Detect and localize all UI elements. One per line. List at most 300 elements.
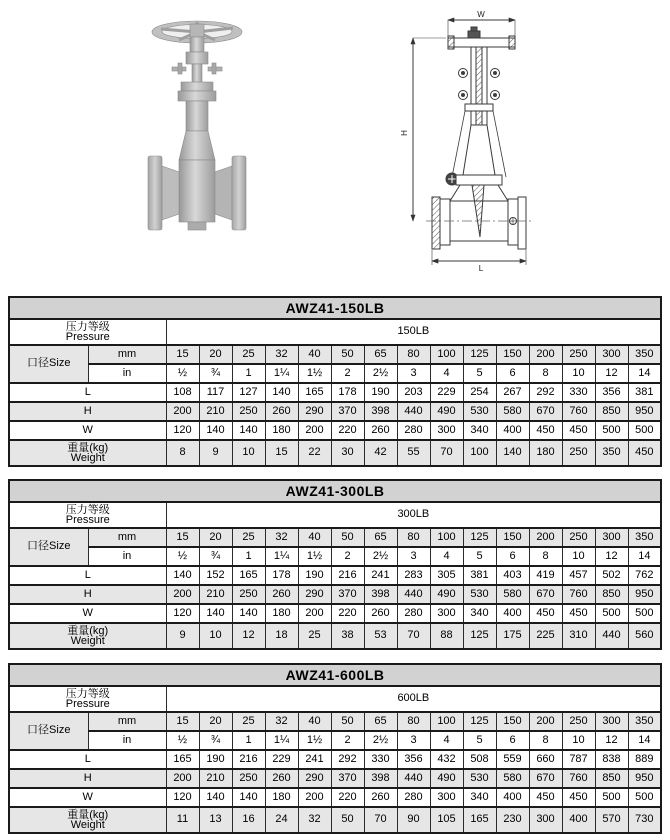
dim-label-l: L bbox=[478, 264, 484, 273]
row-label-L: L bbox=[9, 750, 166, 769]
spec-cell: 12 bbox=[595, 731, 628, 750]
spec-cell: 2½ bbox=[364, 364, 397, 383]
spec-cell: 381 bbox=[628, 383, 661, 402]
spec-cell: 300 bbox=[595, 528, 628, 547]
spec-cell: 30 bbox=[331, 440, 364, 466]
spec-cell: 1¼ bbox=[265, 364, 298, 383]
spec-cell: 440 bbox=[397, 585, 430, 604]
spec-cell: 125 bbox=[463, 623, 496, 649]
spec-cell: 310 bbox=[562, 623, 595, 649]
spec-cell: 370 bbox=[331, 769, 364, 788]
spec-cell: 178 bbox=[265, 566, 298, 585]
spec-cell: 100 bbox=[430, 345, 463, 364]
spec-cell: 370 bbox=[331, 402, 364, 421]
spec-cell: 140 bbox=[199, 604, 232, 623]
spec-cell: ¾ bbox=[199, 547, 232, 566]
pressure-label bbox=[9, 319, 166, 345]
spec-cell: 760 bbox=[562, 402, 595, 421]
spec-cell: 290 bbox=[298, 585, 331, 604]
spec-cell: 220 bbox=[331, 421, 364, 440]
spec-cell: 152 bbox=[199, 566, 232, 585]
in-unit-label: in bbox=[88, 731, 166, 750]
spec-cell: 216 bbox=[331, 566, 364, 585]
flange-left bbox=[148, 156, 179, 230]
spec-cell: 80 bbox=[397, 345, 430, 364]
spec-cell: 32 bbox=[298, 807, 331, 833]
spec-cell: 356 bbox=[397, 750, 430, 769]
row-label-L: L bbox=[9, 383, 166, 402]
spec-cell: 150 bbox=[496, 528, 529, 547]
spec-cell: 580 bbox=[496, 402, 529, 421]
spec-cell: 762 bbox=[628, 566, 661, 585]
spec-cell: 300 bbox=[430, 788, 463, 807]
spec-cell: 55 bbox=[397, 440, 430, 466]
spec-cell: 400 bbox=[496, 421, 529, 440]
spec-cell: 1½ bbox=[298, 547, 331, 566]
spec-cell: 8 bbox=[529, 364, 562, 383]
row-label-W: W bbox=[9, 421, 166, 440]
spec-cell: 53 bbox=[364, 623, 397, 649]
spec-cell: 65 bbox=[364, 712, 397, 731]
spec-section-300lb bbox=[8, 479, 662, 650]
spec-cell: 200 bbox=[166, 585, 199, 604]
spec-cell: 559 bbox=[496, 750, 529, 769]
spec-cell: 340 bbox=[463, 604, 496, 623]
bonnet-section bbox=[456, 125, 502, 185]
spec-cell: 165 bbox=[298, 383, 331, 402]
spec-cell: 500 bbox=[628, 604, 661, 623]
spec-cell: 25 bbox=[232, 712, 265, 731]
spec-cell: 260 bbox=[265, 402, 298, 421]
in-unit-label: in bbox=[88, 547, 166, 566]
spec-cell: 175 bbox=[496, 623, 529, 649]
spec-cell: 165 bbox=[463, 807, 496, 833]
spec-cell: 3 bbox=[397, 731, 430, 750]
spec-cell: 20 bbox=[199, 712, 232, 731]
spec-cell: 4 bbox=[430, 547, 463, 566]
weight-label-cn: 重量(kg) bbox=[67, 441, 109, 454]
spec-cell: 2½ bbox=[364, 731, 397, 750]
weight-label-en: Weight bbox=[70, 819, 105, 831]
row-label-L: L bbox=[9, 566, 166, 585]
spec-cell: 1¼ bbox=[265, 547, 298, 566]
spec-cell: 250 bbox=[232, 402, 265, 421]
spec-cell: 500 bbox=[595, 788, 628, 807]
spec-cell: 250 bbox=[562, 712, 595, 731]
spec-cell: 120 bbox=[166, 788, 199, 807]
spec-cell: 16 bbox=[232, 807, 265, 833]
spec-cell: 120 bbox=[166, 421, 199, 440]
spec-cell: 108 bbox=[166, 383, 199, 402]
spec-cell: 330 bbox=[364, 750, 397, 769]
spec-cell: 10 bbox=[562, 364, 595, 383]
spec-cell: 260 bbox=[265, 769, 298, 788]
spec-section-150lb bbox=[8, 296, 662, 467]
spec-cell: 229 bbox=[265, 750, 298, 769]
spec-cell: 229 bbox=[430, 383, 463, 402]
spec-cell: 850 bbox=[595, 585, 628, 604]
weight-label-en: Weight bbox=[70, 452, 105, 464]
spec-cell: 400 bbox=[496, 604, 529, 623]
spec-cell: 283 bbox=[397, 566, 430, 585]
body-section bbox=[426, 185, 532, 249]
gate-valve-section-drawing bbox=[392, 7, 570, 273]
spec-cell: 200 bbox=[166, 402, 199, 421]
size-label: 口径Size bbox=[9, 528, 88, 566]
spec-cell: 300 bbox=[529, 807, 562, 833]
spec-cell: 260 bbox=[265, 585, 298, 604]
spec-cell: 15 bbox=[166, 528, 199, 547]
spec-cell: 3 bbox=[397, 364, 430, 383]
flange-right bbox=[215, 156, 246, 230]
valve-stem bbox=[172, 37, 222, 86]
spec-cell: 1 bbox=[232, 364, 265, 383]
spec-cell: 140 bbox=[232, 421, 265, 440]
pressure-label-cn: 压力等级 bbox=[65, 687, 110, 700]
spec-cell: 180 bbox=[265, 788, 298, 807]
spec-cell: 350 bbox=[628, 528, 661, 547]
spec-cell: 220 bbox=[331, 604, 364, 623]
spec-cell: 200 bbox=[529, 345, 562, 364]
spec-cell: 560 bbox=[628, 623, 661, 649]
spec-cell: 398 bbox=[364, 769, 397, 788]
valve-body bbox=[179, 160, 215, 230]
spec-cell: 150 bbox=[496, 345, 529, 364]
spec-cell: 200 bbox=[298, 604, 331, 623]
spec-cell: 241 bbox=[298, 750, 331, 769]
spec-cell: 70 bbox=[430, 440, 463, 466]
pressure-label-cn: 压力等级 bbox=[65, 503, 110, 516]
spec-table-150lb bbox=[8, 296, 662, 467]
spec-cell: 225 bbox=[529, 623, 562, 649]
spec-cell: 381 bbox=[463, 566, 496, 585]
spec-cell: 670 bbox=[529, 402, 562, 421]
spec-cell: 25 bbox=[298, 623, 331, 649]
weight-label bbox=[9, 440, 166, 466]
spec-cell: 250 bbox=[562, 345, 595, 364]
spec-cell: 350 bbox=[628, 712, 661, 731]
spec-cell: 398 bbox=[364, 402, 397, 421]
spec-cell: 4 bbox=[430, 364, 463, 383]
pressure-label bbox=[9, 502, 166, 528]
spec-cell: ½ bbox=[166, 731, 199, 750]
row-label-H: H bbox=[9, 585, 166, 604]
weight-label bbox=[9, 807, 166, 833]
spec-cell: 165 bbox=[232, 566, 265, 585]
spec-cell: 140 bbox=[232, 788, 265, 807]
spec-cell: 260 bbox=[364, 604, 397, 623]
spec-cell: 220 bbox=[331, 788, 364, 807]
spec-cell: ½ bbox=[166, 547, 199, 566]
spec-cell: 450 bbox=[529, 788, 562, 807]
spec-cell: 490 bbox=[430, 769, 463, 788]
row-label-H: H bbox=[9, 769, 166, 788]
spec-cell: 356 bbox=[595, 383, 628, 402]
spec-cell: 530 bbox=[463, 402, 496, 421]
spec-cell: 10 bbox=[562, 547, 595, 566]
spec-cell: 350 bbox=[595, 440, 628, 466]
pressure-value: 150LB bbox=[166, 319, 661, 345]
spec-cell: 1½ bbox=[298, 364, 331, 383]
spec-cell: 203 bbox=[397, 383, 430, 402]
spec-cell: 9 bbox=[199, 440, 232, 466]
in-unit-label: in bbox=[88, 364, 166, 383]
spec-cell: 838 bbox=[595, 750, 628, 769]
dim-label-w: W bbox=[477, 10, 485, 19]
spec-cell: 450 bbox=[562, 421, 595, 440]
spec-cell: 180 bbox=[265, 604, 298, 623]
spec-cell: 8 bbox=[166, 440, 199, 466]
weight-label bbox=[9, 623, 166, 649]
spec-cell: 2½ bbox=[364, 547, 397, 566]
spec-cell: 580 bbox=[496, 585, 529, 604]
spec-cell: 140 bbox=[496, 440, 529, 466]
spec-cell: 18 bbox=[265, 623, 298, 649]
spec-cell: 400 bbox=[562, 807, 595, 833]
spec-cell: 14 bbox=[628, 731, 661, 750]
spec-cell: 50 bbox=[331, 528, 364, 547]
weight-label-cn: 重量(kg) bbox=[67, 624, 109, 637]
spec-cell: 490 bbox=[430, 585, 463, 604]
weight-label-cn: 重量(kg) bbox=[67, 808, 109, 821]
spec-cell: 42 bbox=[364, 440, 397, 466]
spec-cell: 9 bbox=[166, 623, 199, 649]
spec-cell: 10 bbox=[232, 440, 265, 466]
spec-cell: 300 bbox=[430, 604, 463, 623]
size-label: 口径Size bbox=[9, 345, 88, 383]
dim-label-h: H bbox=[400, 130, 409, 136]
spec-cell: 140 bbox=[199, 788, 232, 807]
spec-table-300lb bbox=[8, 479, 662, 650]
spec-cell: 200 bbox=[529, 712, 562, 731]
spec-cell: 65 bbox=[364, 528, 397, 547]
spec-cell: 530 bbox=[463, 585, 496, 604]
spec-cell: 4 bbox=[430, 731, 463, 750]
spec-cell: 950 bbox=[628, 769, 661, 788]
spec-cell: ¾ bbox=[199, 364, 232, 383]
spec-cell: 500 bbox=[595, 421, 628, 440]
spec-cell: 10 bbox=[562, 731, 595, 750]
spec-cell: 280 bbox=[397, 421, 430, 440]
spec-cell: 100 bbox=[430, 528, 463, 547]
spec-cell: 50 bbox=[331, 345, 364, 364]
spec-cell: 125 bbox=[463, 528, 496, 547]
spec-cell: 32 bbox=[265, 345, 298, 364]
spec-cell: 500 bbox=[628, 421, 661, 440]
spec-cell: 105 bbox=[430, 807, 463, 833]
spec-cell: 500 bbox=[628, 788, 661, 807]
spec-cell: 950 bbox=[628, 585, 661, 604]
spec-cell: 340 bbox=[463, 788, 496, 807]
dimension-h bbox=[413, 38, 446, 221]
spec-cell: 100 bbox=[430, 712, 463, 731]
spec-cell: 12 bbox=[232, 623, 265, 649]
spec-cell: 140 bbox=[232, 604, 265, 623]
spec-cell: 241 bbox=[364, 566, 397, 585]
spec-cell: 432 bbox=[430, 750, 463, 769]
spec-cell: 15 bbox=[166, 345, 199, 364]
spec-cell: 180 bbox=[529, 440, 562, 466]
table-title: AWZ41-600LB bbox=[9, 664, 661, 686]
spec-cell: 250 bbox=[562, 440, 595, 466]
spec-cell: 570 bbox=[595, 807, 628, 833]
spec-cell: 25 bbox=[232, 528, 265, 547]
spec-cell: 70 bbox=[397, 623, 430, 649]
spec-cell: 178 bbox=[331, 383, 364, 402]
spec-cell: 22 bbox=[298, 440, 331, 466]
spec-cell: 150 bbox=[496, 712, 529, 731]
spec-cell: 8 bbox=[529, 731, 562, 750]
spec-cell: 88 bbox=[430, 623, 463, 649]
spec-cell: 10 bbox=[199, 623, 232, 649]
spec-cell: 254 bbox=[463, 383, 496, 402]
spec-cell: 8 bbox=[529, 547, 562, 566]
spec-cell: 670 bbox=[529, 585, 562, 604]
spec-cell: 6 bbox=[496, 364, 529, 383]
spec-cell: 3 bbox=[397, 547, 430, 566]
spec-section-600lb bbox=[8, 663, 662, 834]
weight-label-en: Weight bbox=[70, 635, 105, 647]
spec-cell: 530 bbox=[463, 769, 496, 788]
spec-cell: 40 bbox=[298, 345, 331, 364]
spec-cell: 850 bbox=[595, 402, 628, 421]
spec-cell: 200 bbox=[298, 788, 331, 807]
spec-cell: 419 bbox=[529, 566, 562, 585]
spec-cell: 50 bbox=[331, 712, 364, 731]
spec-cell: 190 bbox=[199, 750, 232, 769]
spec-cell: 210 bbox=[199, 402, 232, 421]
spec-cell: 125 bbox=[463, 712, 496, 731]
spec-cell: 6 bbox=[496, 731, 529, 750]
spec-cell: 950 bbox=[628, 402, 661, 421]
spec-cell: 200 bbox=[529, 528, 562, 547]
pressure-label-en: Pressure bbox=[65, 514, 110, 526]
spec-cell: 760 bbox=[562, 769, 595, 788]
spec-cell: 1 bbox=[232, 547, 265, 566]
spec-cell: 15 bbox=[166, 712, 199, 731]
spec-cell: 32 bbox=[265, 528, 298, 547]
spec-cell: 50 bbox=[331, 807, 364, 833]
table-title: AWZ41-300LB bbox=[9, 480, 661, 502]
spec-cell: 280 bbox=[397, 604, 430, 623]
spec-cell: 2 bbox=[331, 731, 364, 750]
spec-cell: 787 bbox=[562, 750, 595, 769]
spec-cell: 80 bbox=[397, 712, 430, 731]
spec-cell: 20 bbox=[199, 345, 232, 364]
spec-cell: 117 bbox=[199, 383, 232, 402]
spec-cell: 5 bbox=[463, 731, 496, 750]
pressure-label-en: Pressure bbox=[65, 331, 110, 343]
spec-cell: 260 bbox=[364, 421, 397, 440]
spec-cell: 210 bbox=[199, 585, 232, 604]
spec-cell: 190 bbox=[298, 566, 331, 585]
spec-cell: 140 bbox=[166, 566, 199, 585]
spec-cell: 140 bbox=[265, 383, 298, 402]
spec-cell: 24 bbox=[265, 807, 298, 833]
spec-cell: 300 bbox=[595, 345, 628, 364]
spec-cell: 440 bbox=[397, 769, 430, 788]
spec-cell: 200 bbox=[166, 769, 199, 788]
spec-cell: 760 bbox=[562, 585, 595, 604]
dimension-w bbox=[448, 20, 515, 36]
spec-cell: 889 bbox=[628, 750, 661, 769]
spec-cell: 2 bbox=[331, 364, 364, 383]
spec-cell: 350 bbox=[628, 345, 661, 364]
spec-cell: 730 bbox=[628, 807, 661, 833]
spec-cell: 11 bbox=[166, 807, 199, 833]
spec-cell: 5 bbox=[463, 364, 496, 383]
pressure-label-en: Pressure bbox=[65, 698, 110, 710]
spec-cell: 65 bbox=[364, 345, 397, 364]
spec-cell: 14 bbox=[628, 547, 661, 566]
spec-cell: 292 bbox=[331, 750, 364, 769]
table-title: AWZ41-150LB bbox=[9, 297, 661, 319]
spec-cell: 370 bbox=[331, 585, 364, 604]
pressure-label-cn: 压力等级 bbox=[65, 320, 110, 333]
spec-cell: 127 bbox=[232, 383, 265, 402]
spec-cell: 180 bbox=[265, 421, 298, 440]
spec-table-600lb bbox=[8, 663, 662, 834]
spec-cell: 290 bbox=[298, 769, 331, 788]
spec-cell: 267 bbox=[496, 383, 529, 402]
spec-cell: 15 bbox=[265, 440, 298, 466]
spec-cell: 13 bbox=[199, 807, 232, 833]
spec-cell: 290 bbox=[298, 402, 331, 421]
spec-cell: 580 bbox=[496, 769, 529, 788]
spec-cell: 500 bbox=[595, 604, 628, 623]
spec-cell: ½ bbox=[166, 364, 199, 383]
spec-cell: 80 bbox=[397, 528, 430, 547]
spec-cell: 190 bbox=[364, 383, 397, 402]
spec-cell: 140 bbox=[199, 421, 232, 440]
valve-bonnet bbox=[178, 82, 216, 160]
mm-unit-label: mm bbox=[88, 528, 166, 547]
valve-drawings-area bbox=[0, 0, 670, 292]
spec-cell: 400 bbox=[496, 788, 529, 807]
spec-cell: 660 bbox=[529, 750, 562, 769]
mm-unit-label: mm bbox=[88, 345, 166, 364]
spec-cell: 300 bbox=[595, 712, 628, 731]
spec-cell: 850 bbox=[595, 769, 628, 788]
spec-cell: 340 bbox=[463, 421, 496, 440]
spec-cell: 330 bbox=[562, 383, 595, 402]
spec-cell: 20 bbox=[199, 528, 232, 547]
spec-cell: 250 bbox=[232, 585, 265, 604]
spec-cell: 165 bbox=[166, 750, 199, 769]
spec-cell: 450 bbox=[529, 604, 562, 623]
handwheel-section bbox=[448, 27, 515, 49]
spec-cell: 250 bbox=[232, 769, 265, 788]
spec-cell: 450 bbox=[562, 604, 595, 623]
size-label: 口径Size bbox=[9, 712, 88, 750]
spec-cell: 6 bbox=[496, 547, 529, 566]
spec-cell: 1 bbox=[232, 731, 265, 750]
spec-cell: 125 bbox=[463, 345, 496, 364]
row-label-H: H bbox=[9, 402, 166, 421]
row-label-W: W bbox=[9, 604, 166, 623]
spec-cell: 280 bbox=[397, 788, 430, 807]
row-label-W: W bbox=[9, 788, 166, 807]
pressure-value: 600LB bbox=[166, 686, 661, 712]
spec-cell: 292 bbox=[529, 383, 562, 402]
spec-cell: 12 bbox=[595, 364, 628, 383]
gate-valve-photo bbox=[136, 16, 258, 248]
spec-cell: 670 bbox=[529, 769, 562, 788]
spec-cell: 305 bbox=[430, 566, 463, 585]
spec-cell: 1½ bbox=[298, 731, 331, 750]
spec-cell: 2 bbox=[331, 547, 364, 566]
spec-cell: 450 bbox=[562, 788, 595, 807]
